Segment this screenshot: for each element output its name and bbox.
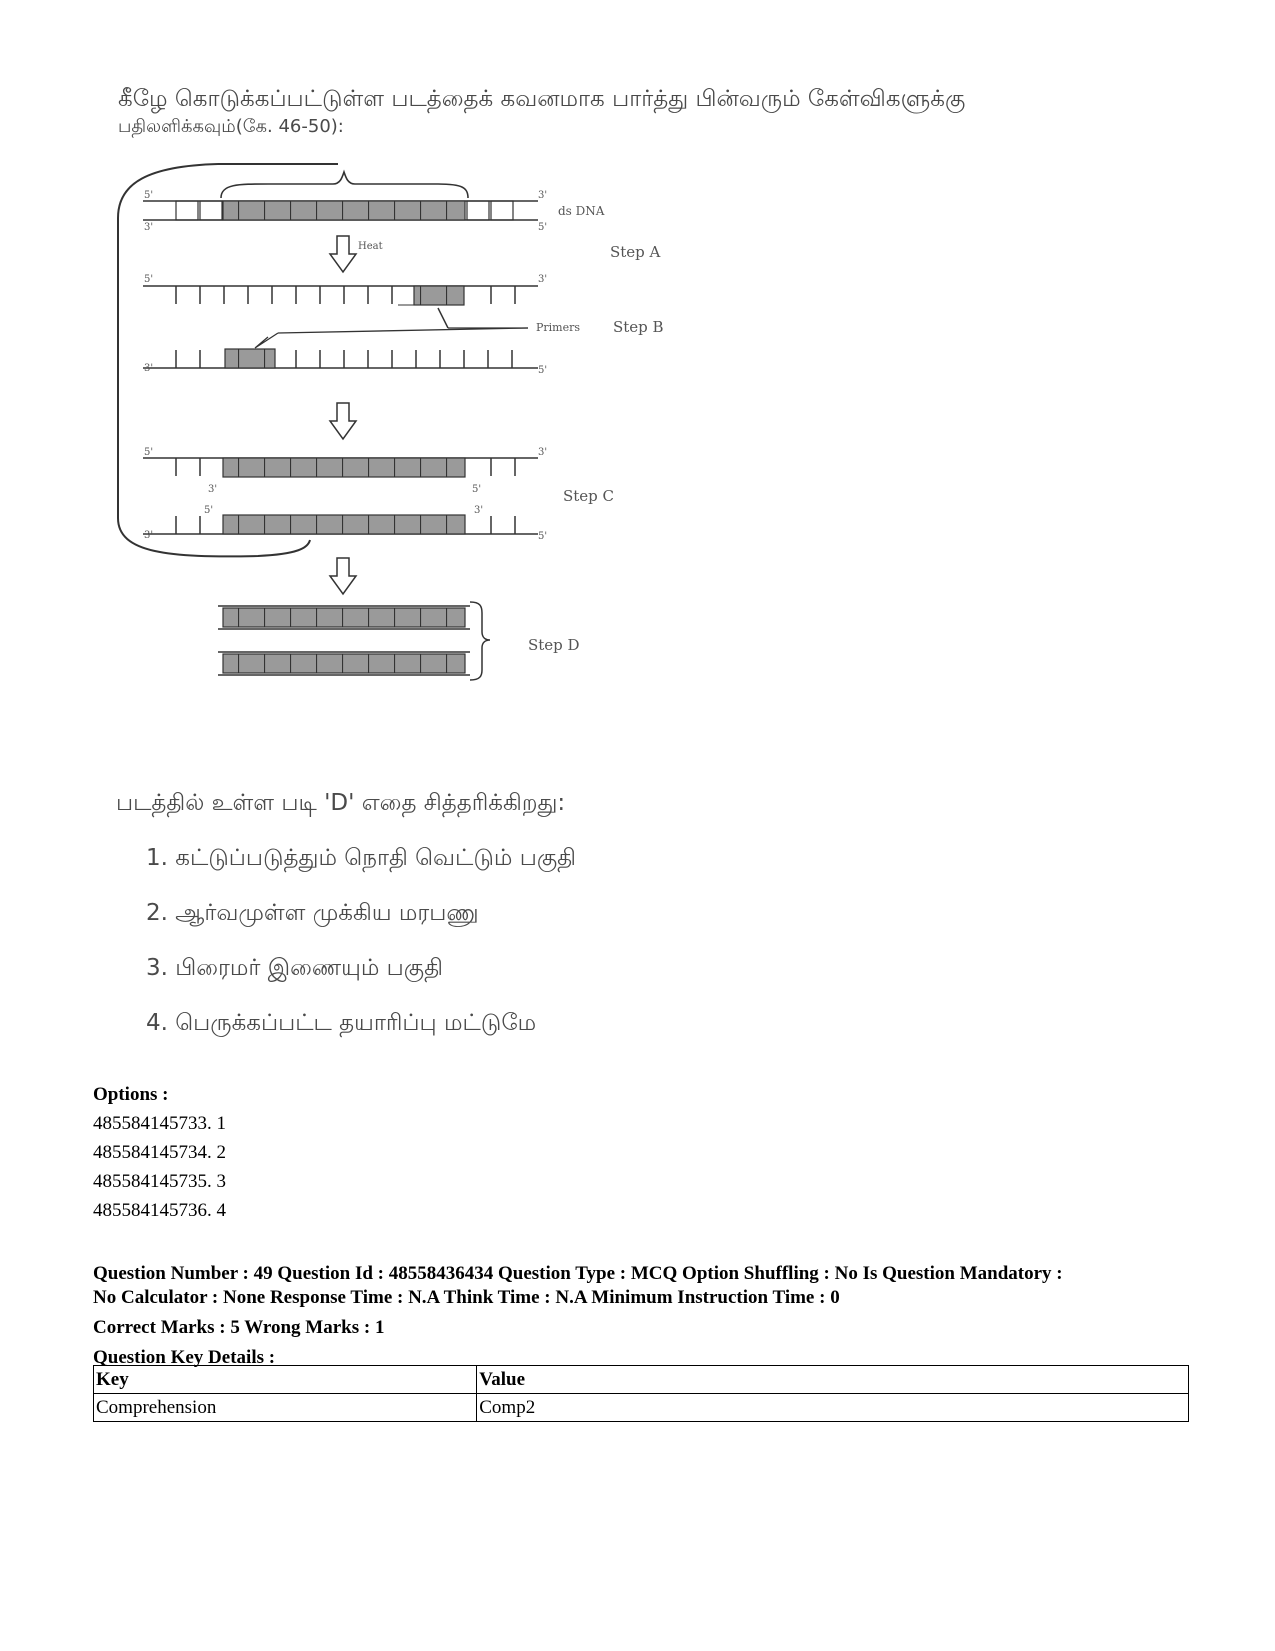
label-5prime: 5': [144, 274, 154, 285]
option-item: 485584145735. 3: [93, 1171, 226, 1192]
label-3prime: 3': [144, 363, 154, 374]
label-3prime: 3': [144, 530, 154, 541]
table-row: [94, 1394, 1189, 1422]
cell-value: Comp2: [477, 1394, 1189, 1422]
key-details-table: [93, 1365, 1189, 1422]
option-item: 485584145736. 4: [93, 1200, 226, 1221]
step-b-label: Step B: [613, 318, 664, 336]
label-5prime: 5': [538, 222, 548, 233]
table-header-row: [94, 1366, 1189, 1394]
label-5prime: 5': [144, 447, 154, 458]
step-c-label: Step C: [563, 487, 615, 505]
intro-line-2: பதிலளிக்கவும்(கே. 46-50):: [118, 116, 344, 137]
label-5prime: 5': [472, 484, 482, 495]
option-item: 485584145733. 1: [93, 1113, 226, 1134]
question-choice-2: 2. ஆர்வமுள்ள முக்கிய மரபணு: [146, 900, 479, 926]
question-text: படத்தில் உள்ள படி 'D' எதை சித்தரிக்கிறது:: [116, 790, 566, 816]
label-3prime: 3': [538, 190, 548, 201]
ds-dna-label: ds DNA: [558, 204, 605, 218]
question-choice-3: 3. பிரைமர் இணையும் பகுதி: [146, 955, 443, 981]
label-3prime: 3': [538, 447, 548, 458]
options-list: [93, 1080, 226, 1225]
label-3prime: 3': [474, 505, 484, 516]
heat-label: Heat: [358, 241, 383, 252]
option-item: 485584145734. 2: [93, 1142, 226, 1163]
label-5prime: 5': [538, 531, 548, 542]
question-metadata: [93, 1262, 1193, 1370]
label-3prime: 3': [538, 274, 548, 285]
label-5prime: 5': [144, 190, 154, 201]
step-d-label: Step D: [528, 636, 580, 654]
question-choice-1: 1. கட்டுப்படுத்தும் நொதி வெட்டும் பகுதி: [146, 845, 576, 871]
marks-line: Correct Marks : 5 Wrong Marks : 1: [93, 1317, 385, 1338]
label-5prime: 5': [204, 505, 214, 516]
label-3prime: 3': [144, 222, 154, 233]
key-details-heading: Question Key Details :: [93, 1347, 276, 1368]
intro-line-1: கீழே கொடுக்கப்பட்டுள்ள படத்தைக் கவனமாக பார்த்து பின்வரும் கேள்விகளுக்கு: [118, 86, 966, 112]
meta-line-1: Question Number : 49 Question Id : 48558436434 Question Type : MCQ Option Shuffling : No Is Question Mandatory :: [93, 1263, 1063, 1284]
header-key: Key: [94, 1366, 477, 1394]
options-heading: Options :: [93, 1084, 169, 1105]
label-3prime: 3': [208, 484, 218, 495]
header-value: Value: [477, 1366, 1189, 1394]
cell-key: Comprehension: [94, 1394, 477, 1422]
label-5prime: 5': [538, 365, 548, 376]
comprehension-intro: [118, 84, 1168, 140]
step-a-label: Step A: [610, 243, 661, 261]
question-choice-4: 4. பெருக்கப்பட்ட தயாரிப்பு மட்டுமே: [146, 1010, 537, 1036]
meta-line-2: No Calculator : None Response Time : N.A Think Time : N.A Minimum Instruction Time : 0: [93, 1287, 840, 1308]
pcr-diagram: [108, 158, 708, 698]
primers-label: Primers: [536, 321, 581, 334]
